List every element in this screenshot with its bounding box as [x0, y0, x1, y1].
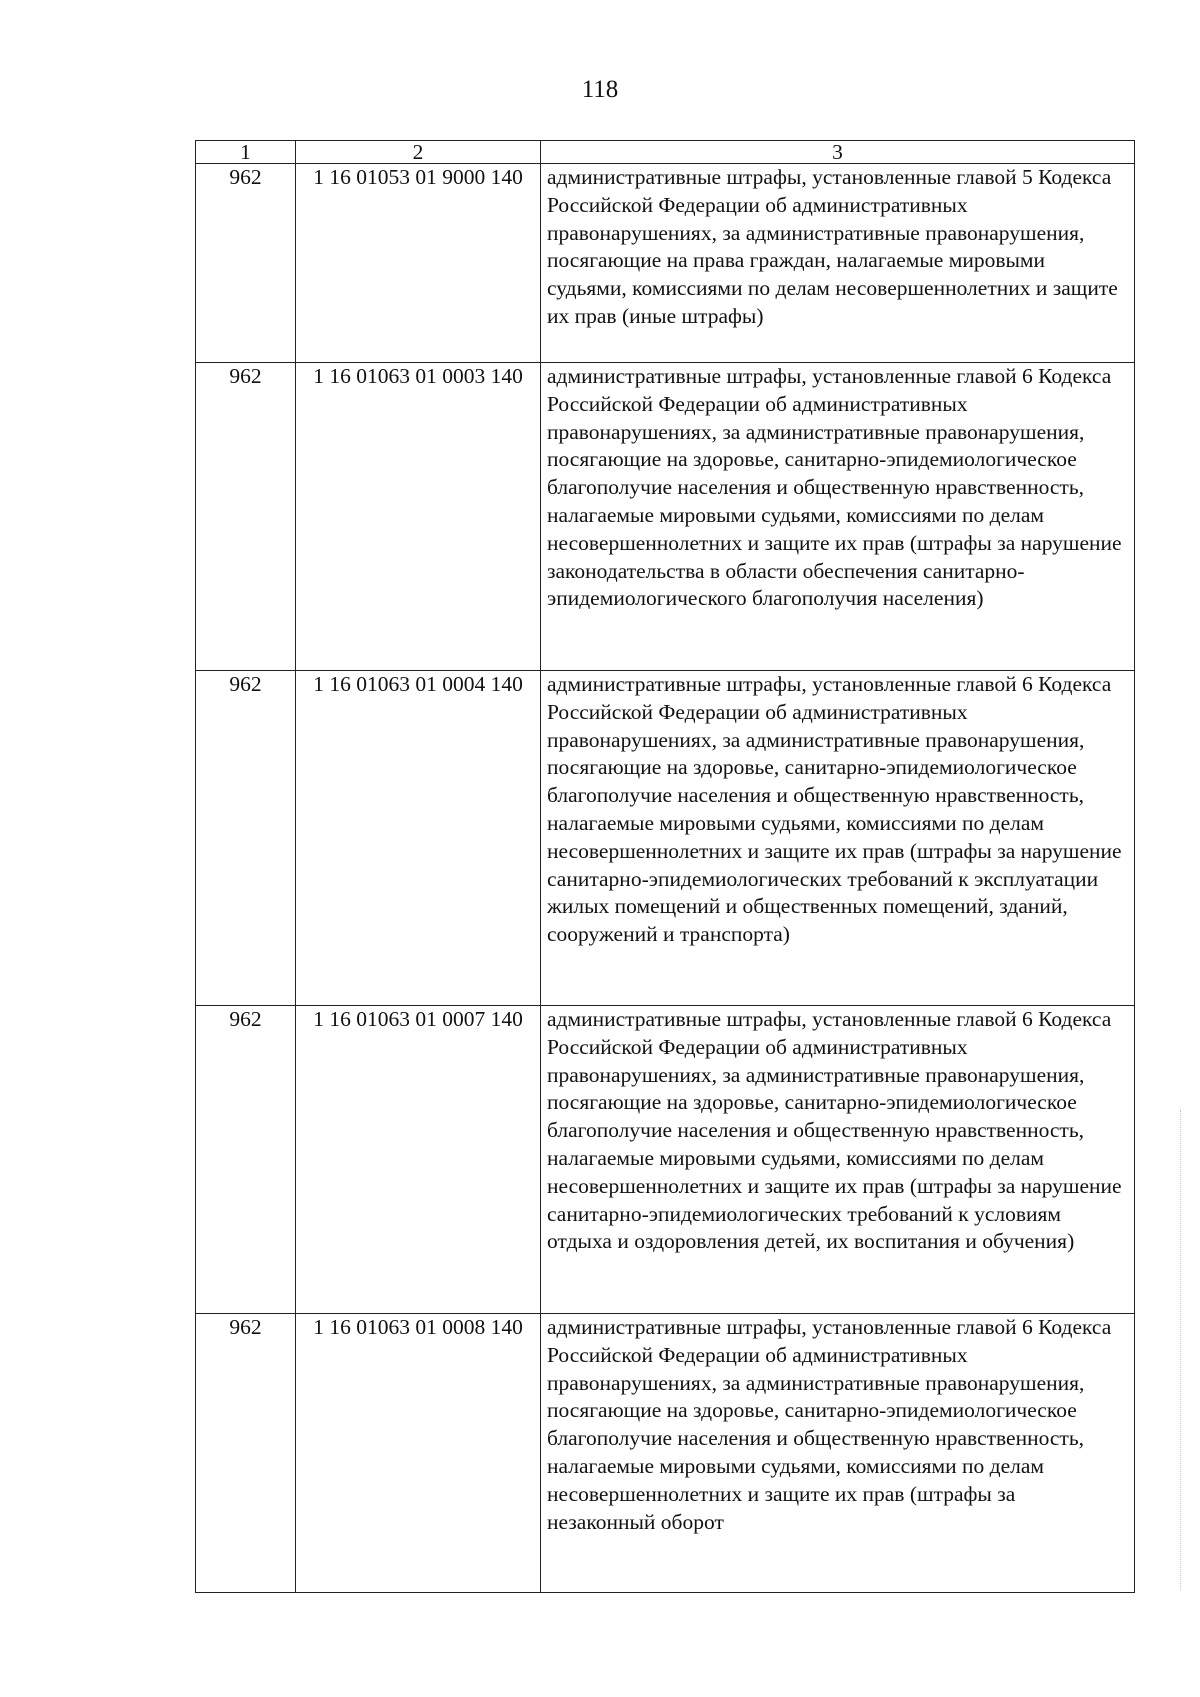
table-row [196, 363, 1135, 671]
table-row [196, 1314, 1135, 1593]
table-row [196, 164, 1135, 363]
revenue-code-cell: 1 16 01063 01 0008 140 [296, 1314, 541, 1593]
table-row [196, 1006, 1135, 1314]
table-header [196, 141, 1135, 164]
revenue-code-cell: 1 16 01053 01 9000 140 [296, 164, 541, 363]
description-cell: административные штрафы, установленные главой 6 Кодекса Российской Федерации об административных правонарушениях, за административные правонарушения, посягающие на здоровье, санитарно-эпидемиологическое благополучие населения и общественную нравственность, налагаемые мировыми судьями, комиссиями по делам несовершеннолетних и защите их прав (штрафы за нарушение санитарно-эпидемиологических требований к условиям отдыха и оздоровления детей, их воспитания и обучения) [541, 1006, 1135, 1314]
scan-edge-marks [1180, 1110, 1183, 1590]
admin-code-cell: 962 [196, 363, 296, 671]
description-cell: административные штрафы, установленные главой 6 Кодекса Российской Федерации об административных правонарушениях, за административные правонарушения, посягающие на здоровье, санитарно-эпидемиологическое благополучие населения и общественную нравственность, налагаемые мировыми судьями, комиссиями по делам несовершеннолетних и защите их прав (штрафы за нарушение санитарно-эпидемиологических требований к эксплуатации жилых помещений и общественных помещений, зданий, сооружений и транспорта) [541, 671, 1135, 1006]
admin-code-cell: 962 [196, 1314, 296, 1593]
description-cell: административные штрафы, установленные главой 6 Кодекса Российской Федерации об административных правонарушениях, за административные правонарушения, посягающие на здоровье, санитарно-эпидемиологическое благополучие населения и общественную нравственность, налагаемые мировыми судьями, комиссиями по делам несовершеннолетних и защите их прав (штрафы за нарушение законодательства в области обеспечения санитарно-эпидемиологического благополучия населения) [541, 363, 1135, 671]
column-header-2: 2 [296, 141, 541, 164]
page-number: 118 [581, 76, 619, 103]
revenue-code-cell: 1 16 01063 01 0003 140 [296, 363, 541, 671]
revenue-code-cell: 1 16 01063 01 0007 140 [296, 1006, 541, 1314]
admin-code-cell: 962 [196, 164, 296, 363]
header-row [196, 141, 1135, 164]
column-header-3: 3 [541, 141, 1135, 164]
revenue-codes-table [195, 140, 1135, 1593]
admin-code-cell: 962 [196, 1006, 296, 1314]
description-cell: административные штрафы, установленные главой 6 Кодекса Российской Федерации об административных правонарушениях, за административные правонарушения, посягающие на здоровье, санитарно-эпидемиологическое благополучие населения и общественную нравственность, налагаемые мировыми судьями, комиссиями по делам несовершеннолетних и защите их прав (штрафы за незаконный оборот [541, 1314, 1135, 1593]
revenue-code-cell: 1 16 01063 01 0004 140 [296, 671, 541, 1006]
description-cell: административные штрафы, установленные главой 5 Кодекса Российской Федерации об административных правонарушениях, за административные правонарушения, посягающие на права граждан, налагаемые мировыми судьями, комиссиями по делам несовершеннолетних и защите их прав (иные штрафы) [541, 164, 1135, 363]
column-header-1: 1 [196, 141, 296, 164]
table-row [196, 671, 1135, 1006]
admin-code-cell: 962 [196, 671, 296, 1006]
table-body [196, 164, 1135, 1593]
